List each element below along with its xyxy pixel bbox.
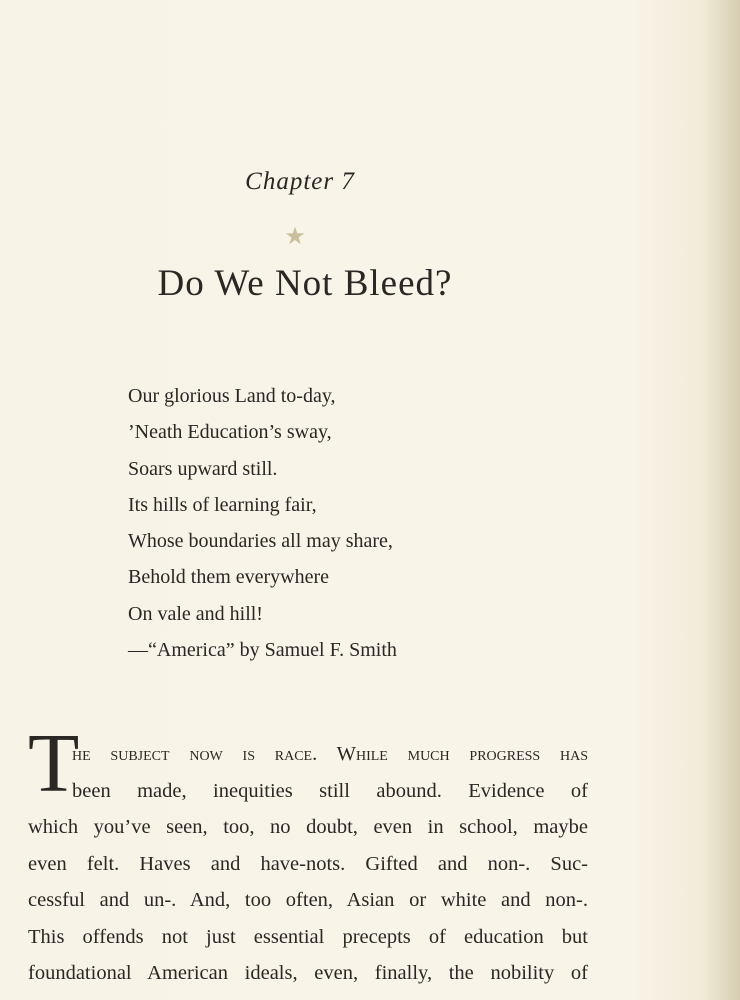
body-paragraph bbox=[28, 736, 588, 992]
epigraph-line: Whose boundaries all may share, bbox=[128, 530, 393, 553]
body-line: foundational American ideals, even, finally, the nobility of bbox=[28, 962, 588, 984]
drop-cap: T bbox=[28, 717, 80, 810]
chapter-label: Chapter 7 bbox=[245, 168, 355, 195]
body-line: which you’ve seen, too, no doubt, even in school, maybe bbox=[28, 816, 588, 838]
body-line: been made, inequities still abound. Evidence of bbox=[72, 779, 588, 802]
page-edge-shadow bbox=[700, 0, 740, 1000]
epigraph-line: On vale and hill! bbox=[128, 602, 263, 625]
epigraph-line: ’Neath Education’s sway, bbox=[128, 421, 332, 444]
body-line: he subject now is race. While much progress has bbox=[72, 743, 588, 765]
epigraph-line: Its hills of learning fair, bbox=[128, 493, 317, 516]
epigraph-line: Our glorious Land to-day, bbox=[128, 385, 336, 407]
body-line: cessful and un-. And, too often, Asian or white and non-. bbox=[28, 889, 588, 911]
epigraph-line: Behold them everywhere bbox=[128, 566, 330, 589]
epigraph bbox=[128, 378, 397, 668]
epigraph-line: Soars upward still. bbox=[128, 457, 278, 480]
body-line: even felt. Haves and have-nots. Gifted and non-. Suc- bbox=[28, 852, 588, 875]
chapter-title: Do We Not Bleed? bbox=[157, 263, 453, 304]
body-line: This offends not just essential precepts of education but bbox=[28, 925, 588, 948]
epigraph-attribution: —“America” by Samuel F. Smith bbox=[128, 639, 397, 662]
star-ornament-icon: ★ bbox=[284, 224, 306, 250]
